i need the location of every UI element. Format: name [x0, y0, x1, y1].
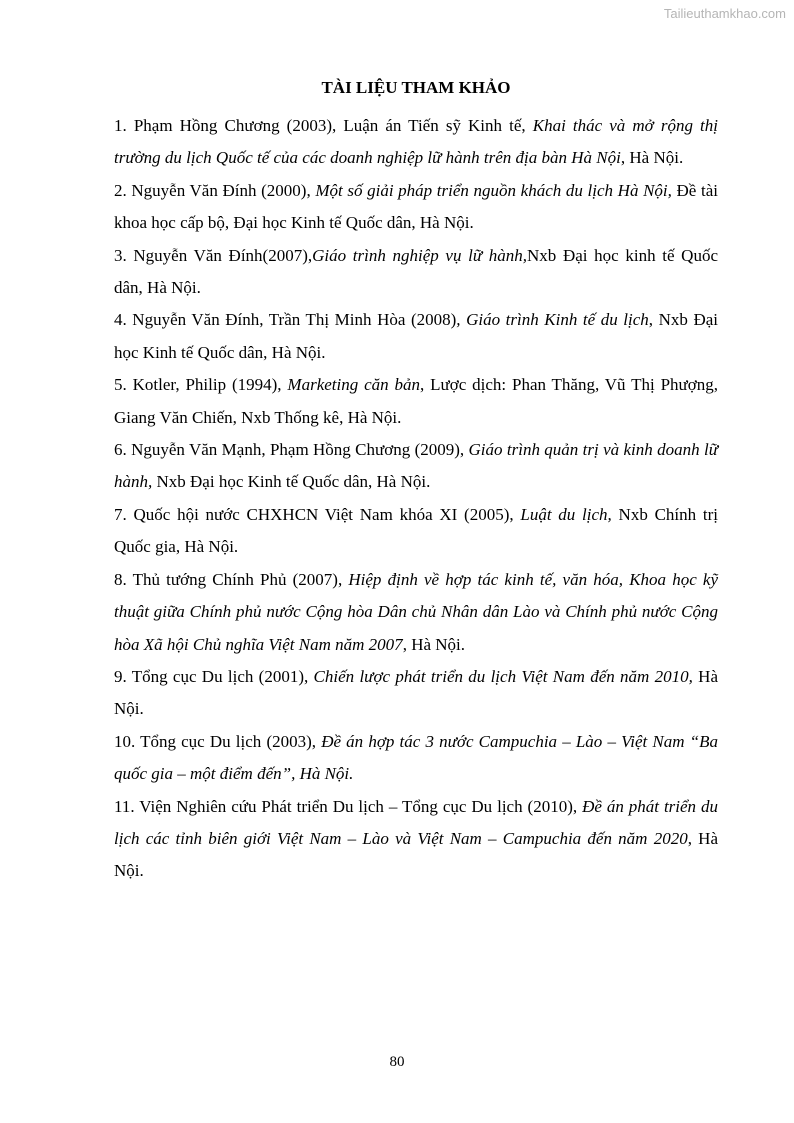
reference-title: Giáo trình quản trị và kinh doanh lữ hành,: [114, 440, 718, 492]
reference-text: , Nxb Đại học Kinh tế Quốc dân, Hà Nội.: [114, 310, 718, 362]
reference-text: Nxb Đại học kinh tế Quốc dân, Hà Nội.: [114, 245, 718, 298]
reference-text: 8. Thủ tướng Chính Phủ (2007),: [114, 569, 349, 589]
reference-item: [114, 434, 718, 499]
reference-text: , Lược dịch: Phan Thăng, Vũ Thị Phượng, Giang Văn Chiến, Nxb Thống kê, Hà Nội.: [114, 375, 718, 427]
reference-title: Hiệp định về hợp tác kinh tế, văn hóa, Khoa học kỹ thuật giữa Chính phủ nước Cộng hòa Dân chủ Nhân dân Lào và Chính phủ nước Cộng hòa Xã hội Chủ nghĩa Việt Nam năm 2007: [114, 569, 719, 654]
page-title: TÀI LIỆU THAM KHẢO: [321, 78, 511, 97]
reference-item: [114, 369, 718, 434]
reference-item: [114, 175, 718, 240]
reference-text: Nxb Chính trị Quốc gia, Hà Nội.: [114, 504, 718, 557]
reference-item: [114, 564, 718, 661]
reference-text: 2. Nguyễn Văn Đính (2000),: [114, 180, 316, 200]
reference-text: 7. Quốc hội nước CHXHCN Việt Nam khóa XI (2005),: [114, 504, 521, 524]
reference-text: , Hà Nội.: [620, 148, 684, 168]
reference-text: , Hà Nội.: [402, 634, 466, 654]
reference-text: 9. Tổng cục Du lịch (2001),: [114, 666, 314, 686]
reference-text: Hà Nội.: [114, 666, 718, 719]
reference-text: 11. Viện Nghiên cứu Phát triển Du lịch – Tổng cục Du lịch (2010),: [114, 796, 583, 816]
reference-title: Marketing căn bản: [287, 375, 421, 395]
reference-list: [114, 110, 718, 888]
reference-item: [114, 499, 718, 564]
reference-title: Luật du lịch,: [520, 504, 612, 524]
reference-item: [114, 791, 718, 888]
reference-text: 4. Nguyễn Văn Đính, Trần Thị Minh Hòa (2008): [114, 310, 457, 330]
reference-item: [114, 240, 718, 305]
reference-text: Đề tài khoa học cấp bộ, Đại học Kinh tế Quốc dân, Hà Nội.: [114, 180, 718, 233]
reference-item: [114, 661, 718, 726]
document-body: [114, 72, 718, 888]
reference-item: [114, 304, 718, 369]
reference-text: , Hà Nội.: [114, 828, 719, 881]
watermark: Tailieuthamkhao.com: [663, 6, 786, 21]
reference-text: 6. Nguyễn Văn Mạnh, Phạm Hồng Chương (2009),: [114, 440, 469, 460]
reference-title: Khai thác và mở rộng thị trường du lịch Quốc tế của các doanh nghiệp lữ hành trên địa bàn Hà Nội: [114, 116, 718, 168]
reference-title: Giáo trình nghiệp vụ lữ hành,: [312, 245, 528, 265]
reference-text: Nxb Đại học Kinh tế Quốc dân, Hà Nội.: [152, 472, 431, 492]
page-number: 80: [389, 1054, 405, 1070]
reference-title: Một số giải pháp triển nguồn khách du lịch Hà Nội,: [315, 180, 672, 200]
reference-item: [114, 726, 718, 791]
reference-text: 5. Kotler, Philip (1994),: [114, 375, 288, 395]
reference-title: Đề án hợp tác 3 nước Campuchia – Lào – Việt Nam “Ba quốc gia – một điểm đến”, Hà Nội.: [114, 731, 718, 784]
reference-title: , Giáo trình Kinh tế du lịch: [456, 310, 649, 330]
reference-title: Đề án phát triển du lịch các tỉnh biên giới Việt Nam – Lào và Việt Nam – Campuchia đến năm 2020: [114, 796, 719, 848]
reference-title: Chiến lược phát triển du lịch Việt Nam đến năm 2010,: [313, 666, 693, 686]
reference-text: 10. Tổng cục Du lịch (2003),: [114, 731, 322, 751]
reference-text: 1. Phạm Hồng Chương (2003), Luận án Tiến sỹ Kinh tế,: [114, 116, 533, 135]
reference-item: [114, 110, 718, 175]
reference-text: 3. Nguyễn Văn Đính(2007),: [114, 245, 313, 265]
